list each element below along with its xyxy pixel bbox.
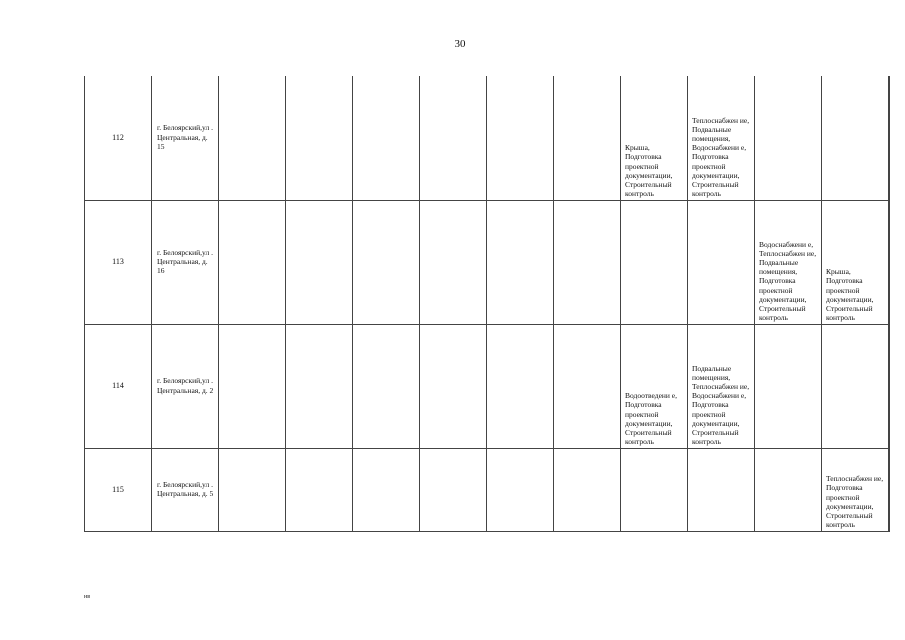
work-cell [621,200,688,324]
work-cell [554,448,621,531]
work-cell [621,76,688,200]
address-cell: г. Белоярский,ул . Центральная, д. 15 [152,76,219,200]
table-row [85,76,890,200]
work-cell [420,200,487,324]
work-cell [822,448,889,531]
row-number-cell: 112 [85,76,152,200]
work-cell [889,324,890,448]
work-cell [487,200,554,324]
address-cell: г. Белоярский,ул . Центральная, д. 5 [152,448,219,531]
work-cell [554,200,621,324]
work-cell [688,200,755,324]
work-cell [353,200,420,324]
work-cell [286,76,353,200]
address-cell: г. Белоярский,ул . Центральная, д. 2 [152,324,219,448]
work-cell [889,448,890,531]
work-cell [219,200,286,324]
work-text: Крыша, Подготовка проектной документации, Строительный контроль [625,143,673,199]
work-cell [755,76,822,200]
work-cell [420,324,487,448]
work-cell [286,200,353,324]
work-cell [219,76,286,200]
work-cell [822,324,889,448]
work-cell [822,76,889,200]
work-cell [487,324,554,448]
table-row [85,448,890,531]
work-cell [353,324,420,448]
work-cell [487,76,554,200]
work-text: Водоотведени е, Подготовка проектной документации, Строительный контроль [625,391,678,447]
footer-mark: нв [84,594,91,600]
work-cell [688,448,755,531]
work-cell [219,324,286,448]
work-cell [286,448,353,531]
work-cell [755,324,822,448]
work-cell [219,448,286,531]
work-cell [889,76,890,200]
work-cell [487,448,554,531]
work-cell [554,76,621,200]
work-cell [889,200,890,324]
work-text: Крыша, Подготовка проектной документации, Строительный контроль [826,267,874,323]
work-cell [353,448,420,531]
work-cell [822,200,889,324]
repair-schedule-table [84,76,890,532]
work-text: Водоснабжени е, Теплоснабжен ие, Подвальные помещения, Подготовка проектной документации, Строительный контроль [759,239,817,323]
work-cell [420,448,487,531]
work-cell [420,76,487,200]
work-cell [755,200,822,324]
page-number: 30 [454,38,466,50]
row-number-cell: 114 [85,324,152,448]
work-cell [554,324,621,448]
row-number-cell: 115 [85,448,152,531]
work-cell [621,324,688,448]
work-cell [688,76,755,200]
work-text: Теплоснабжен ие, Подготовка проектной документации, Строительный контроль [826,474,884,530]
work-text: Теплоснабжен ие, Подвальные помещения, Водоснабжени е, Подготовка проектной документации, Строительный контроль [692,115,750,199]
work-cell [353,76,420,200]
work-cell [688,324,755,448]
table-row [85,200,890,324]
table-row [85,324,890,448]
row-number-cell: 113 [85,200,152,324]
work-text: Подвальные помещения, Теплоснабжен ие, Водоснабжени е, Подготовка проектной документации, Строительный контроль [692,363,750,447]
work-cell [286,324,353,448]
work-cell [755,448,822,531]
work-cell [621,448,688,531]
address-cell: г. Белоярский,ул . Центральная, д. 16 [152,200,219,324]
